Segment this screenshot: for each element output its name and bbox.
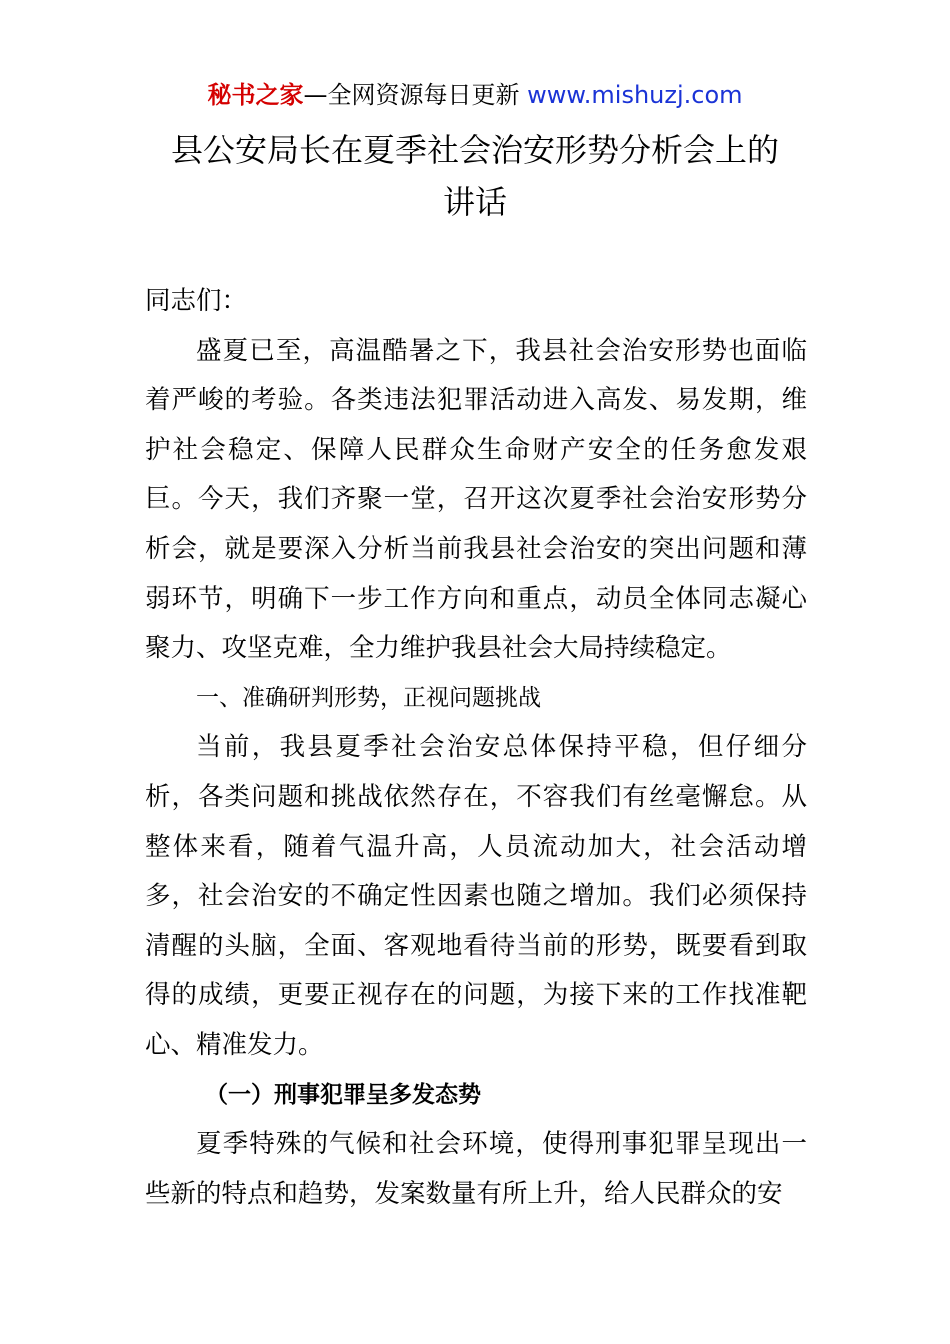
- intro-paragraph: 盛夏已至，高温酷暑之下，我县社会治安形势也面临着严峻的考验。各类违法犯罪活动进入高发、易发期，维护社会稳定、保障人民群众生命财产安全的任务愈发艰巨。今天，我们齐聚一堂，召开这次夏季社会治安形势分析会，就是要深入分析当前我县社会治安的突出问题和薄弱环节，明确下一步工作方向和重点，动员全体同志凝心聚力、攻坚克难，全力维护我县社会大局持续稳定。: [145, 335, 807, 664]
- title-line-1: 县公安局长在夏季社会治安形势分析会上的: [170, 131, 779, 169]
- title-line-2: 讲话: [442, 183, 507, 221]
- section-1-paragraph: 当前，我县夏季社会治安总体保持平稳，但仔细分析，各类问题和挑战依然存在，不容我们有丝毫懈怠。从整体来看，随着气温升高，人员流动加大，社会活动增多，社会治安的不确定性因素也随之增加。我们必须保持清醒的头脑，全面、客观地看待当前的形势，既要看到取得的成绩，更要正视存在的问题，为接下来的工作找准靶心、精准发力。: [145, 732, 807, 1060]
- section-1-heading: 一、准确研判形势，正视问题挑战: [196, 684, 541, 711]
- site-url-link[interactable]: www.mishuzj.com: [527, 81, 743, 109]
- document-body: [145, 277, 807, 1219]
- site-slogan: —全网资源每日更新: [303, 81, 520, 109]
- site-brand: 秘书之家: [207, 81, 304, 109]
- site-header: [0, 78, 950, 112]
- salutation: 同志们：: [145, 286, 248, 316]
- document-title: [120, 124, 830, 228]
- subsection-1-heading: （一）刑事犯罪呈多发态势: [205, 1081, 481, 1108]
- subsection-1-paragraph: 夏季特殊的气候和社会环境，使得刑事犯罪呈现出一些新的特点和趋势，发案数量有所上升，给人民群众的安: [145, 1129, 807, 1209]
